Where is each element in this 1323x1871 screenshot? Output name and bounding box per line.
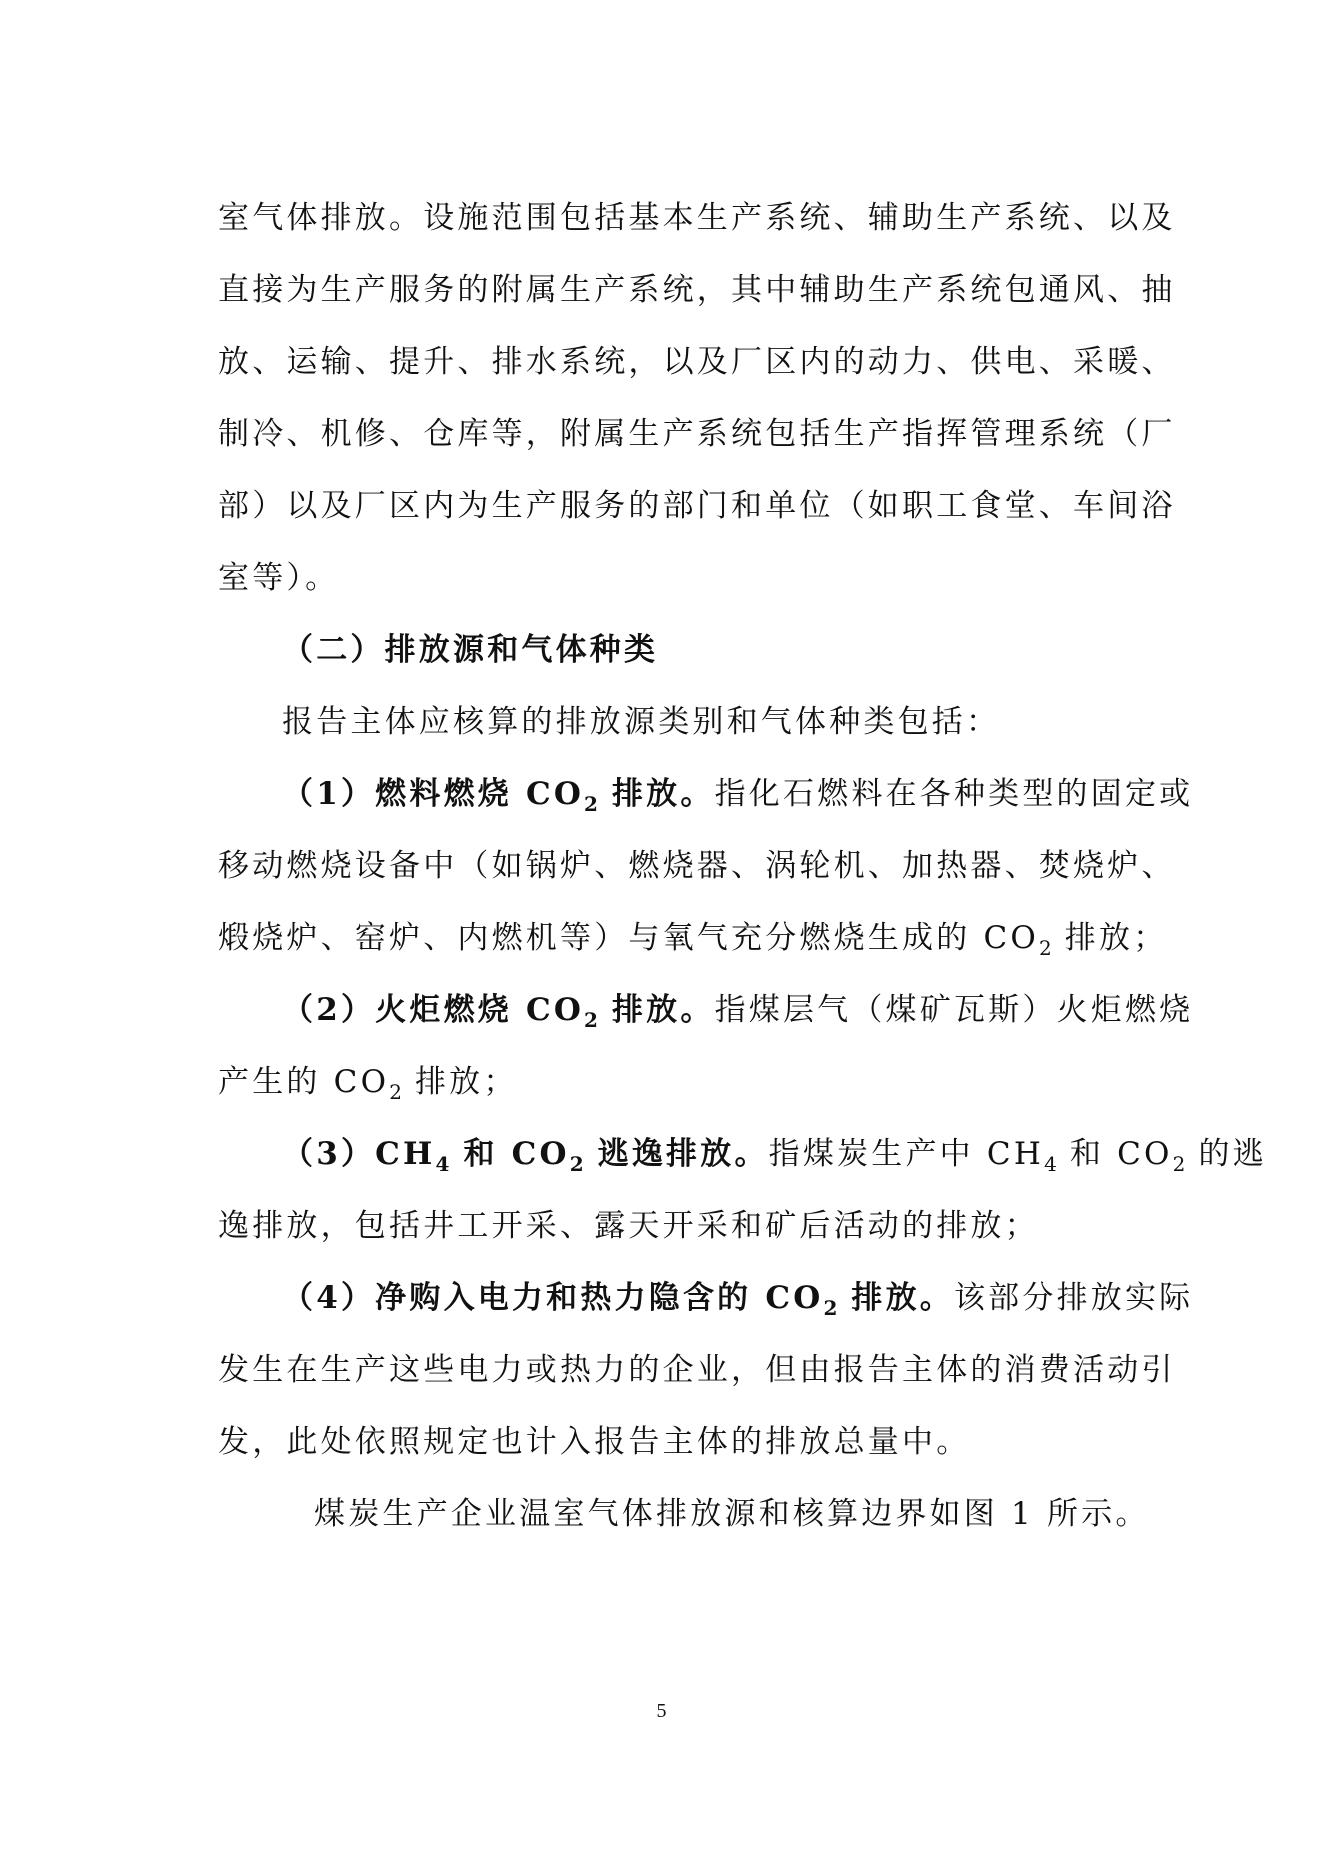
paragraph-line: 制冷、机修、仓库等，附属生产系统包括生产指挥管理系统（厂 [218,416,1176,452]
paragraph-line: 移动燃烧设备中（如锅炉、燃烧器、涡轮机、加热器、焚烧炉、 [218,848,1176,884]
closing-line: 煤炭生产企业温室气体排放源和核算边界如图 1 所示。 [314,1496,1150,1532]
item-1-line: （1）燃料燃烧 $CO_2$ 排放。指化石燃料在各种类型的固定或 [282,776,1194,816]
item-4-title: （4）净购入电力和热力隐含的 $CO_2$ 排放。 [282,1280,954,1320]
intro-line: 报告主体应核算的排放源类别和气体种类包括： [282,704,1001,740]
paragraph-line: 部）以及厂区内为生产服务的部门和单位（如职工食堂、车间浴 [218,488,1176,524]
item-4-line: （4）净购入电力和热力隐含的 $CO_2$ 排放。该部分排放实际 [282,1280,1194,1320]
item-2-title: （2）火炬燃烧 $CO_2$ 排放。 [282,992,715,1032]
paragraph-line: 室等）。 [218,560,340,596]
item-1-title: （1）燃料燃烧 $CO_2$ 排放。 [282,776,715,816]
paragraph-line: 直接为生产服务的附属生产系统，其中辅助生产系统包通风、抽 [218,272,1176,308]
paragraph-line: 室气体排放。设施范围包括基本生产系统、辅助生产系统、以及 [218,200,1176,236]
paragraph-line: 发，此处依照规定也计入报告主体的排放总量中。 [218,1424,971,1460]
paragraph-line: 煅烧炉、窑炉、内燃机等）与氧气充分燃烧生成的 $CO_2$ 排放； [218,920,1168,960]
section-heading: （二）排放源和气体种类 [282,632,659,668]
paragraph-line: 逸排放，包括井工开采、露天开采和矿后活动的排放； [218,1208,1039,1244]
paragraph-line: 产生的 $CO_2$ 排放； [218,1064,518,1104]
item-3-title: $(3)CH_4$ 和 $CO_2$ 逃逸排放。 [282,1136,769,1176]
paragraph-line: 发生在生产这些电力或热力的企业，但由报告主体的消费活动引 [218,1352,1176,1388]
item-2-line: （2）火炬燃烧 $CO_2$ 排放。指煤层气（煤矿瓦斯）火炬燃烧 [282,992,1194,1032]
page-number: 5 [656,1700,667,1722]
item-3-line: $(3)CH_4$ 和 $CO_2$ 逃逸排放。指煤炭生产中 $CH_4$ 和 $CO_2$ 的逃 [282,1136,1267,1176]
paragraph-line: 放、运输、提升、排水系统，以及厂区内的动力、供电、采暖、 [218,344,1176,380]
